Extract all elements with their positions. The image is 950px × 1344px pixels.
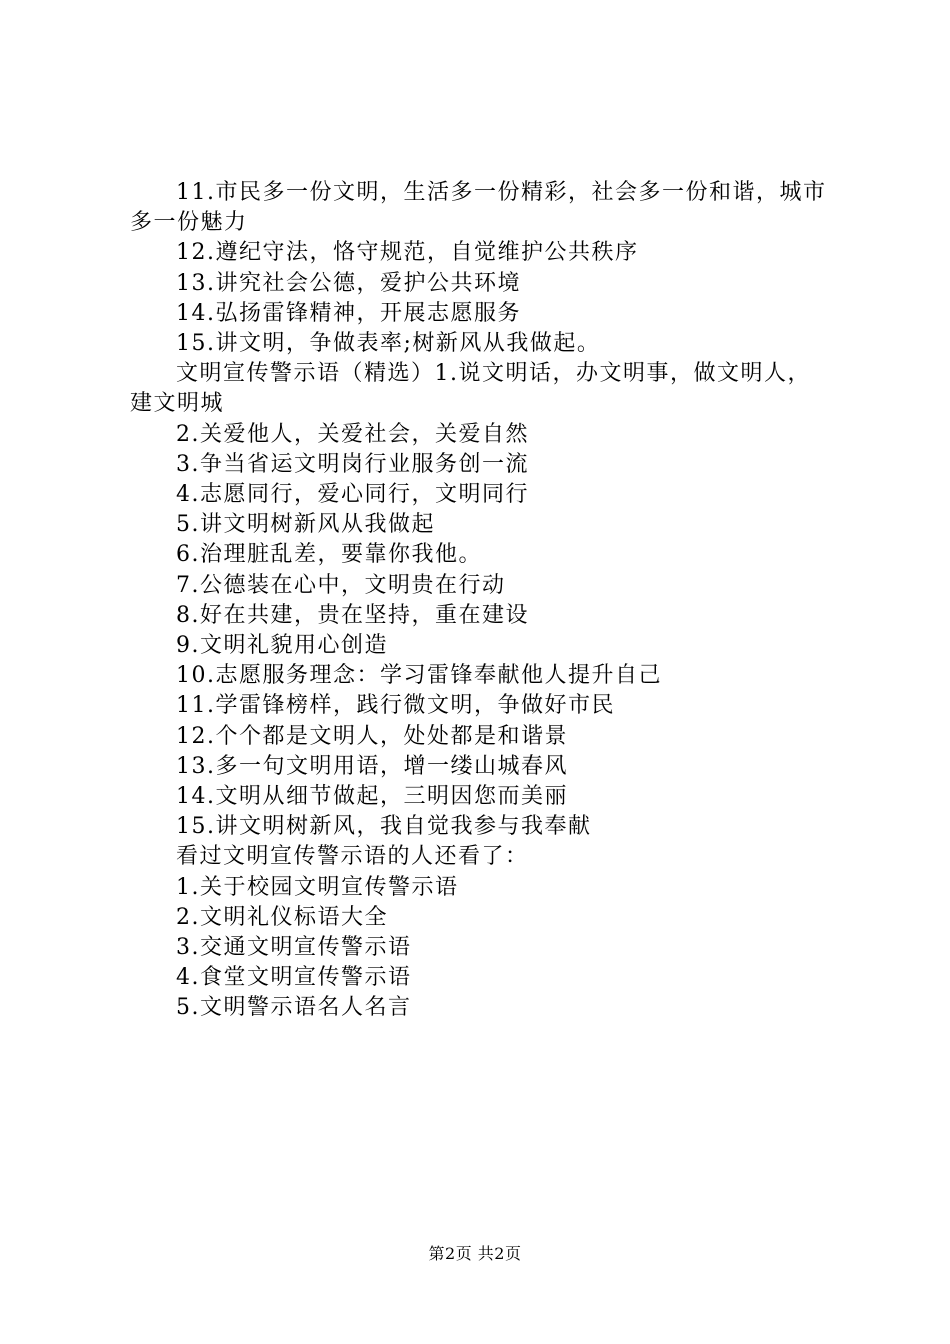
text-line: 8.好在共建，贵在坚持，重在建设 bbox=[176, 602, 529, 628]
text-line: 15.讲文明树新风，我自觉我参与我奉献 bbox=[176, 814, 592, 840]
text-line: 13.多一句文明用语，增一缕山城春风 bbox=[176, 753, 568, 779]
text-line: 14.弘扬雷锋精神，开展志愿服务 bbox=[176, 300, 521, 326]
document-body bbox=[130, 178, 830, 1024]
related-item: 4.食堂文明宣传警示语 bbox=[176, 965, 412, 991]
text-line: 11.市民多一份文明，生活多一份精彩，社会多一份和谐，城市多一份魅力 bbox=[130, 180, 827, 236]
related-item: 1.关于校园文明宣传警示语 bbox=[176, 874, 459, 900]
text-line: 12.遵纪守法，恪守规范，自觉维护公共秩序 bbox=[176, 240, 639, 266]
text-line: 9.文明礼貌用心创造 bbox=[176, 633, 388, 659]
text-line: 6.治理脏乱差，要靠你我他。 bbox=[176, 542, 482, 568]
text-line: 10.志愿服务理念：学习雷锋奉献他人提升自己 bbox=[176, 663, 662, 689]
text-line: 15.讲文明，争做表率;树新风从我做起。 bbox=[176, 331, 601, 357]
text-line: 7.公德装在心中，文明贵在行动 bbox=[176, 572, 506, 598]
page-footer: 第2页 共2页 bbox=[428, 1244, 522, 1263]
section-heading-line: 文明宣传警示语（精选）1.说文明话，办文明事，做文明人，建文明城 bbox=[130, 361, 811, 417]
related-item: 5.文明警示语名人名言 bbox=[176, 995, 412, 1021]
related-heading: 看过文明宣传警示语的人还看了： bbox=[176, 844, 529, 870]
text-line: 11.学雷锋榜样，践行微文明，争做好市民 bbox=[176, 693, 615, 719]
text-line: 14.文明从细节做起，三明因您而美丽 bbox=[176, 784, 568, 810]
text-line: 5.讲文明树新风从我做起 bbox=[176, 512, 435, 538]
text-line: 13.讲究社会公德，爱护公共环境 bbox=[176, 270, 521, 296]
related-item: 3.交通文明宣传警示语 bbox=[176, 935, 412, 961]
text-line: 4.志愿同行，爱心同行，文明同行 bbox=[176, 482, 529, 508]
related-item: 2.文明礼仪标语大全 bbox=[176, 904, 388, 930]
text-line: 2.关爱他人，关爱社会，关爱自然 bbox=[176, 421, 529, 447]
text-line: 3.争当省运文明岗行业服务创一流 bbox=[176, 451, 529, 477]
text-line: 12.个个都是文明人，处处都是和谐景 bbox=[176, 723, 568, 749]
